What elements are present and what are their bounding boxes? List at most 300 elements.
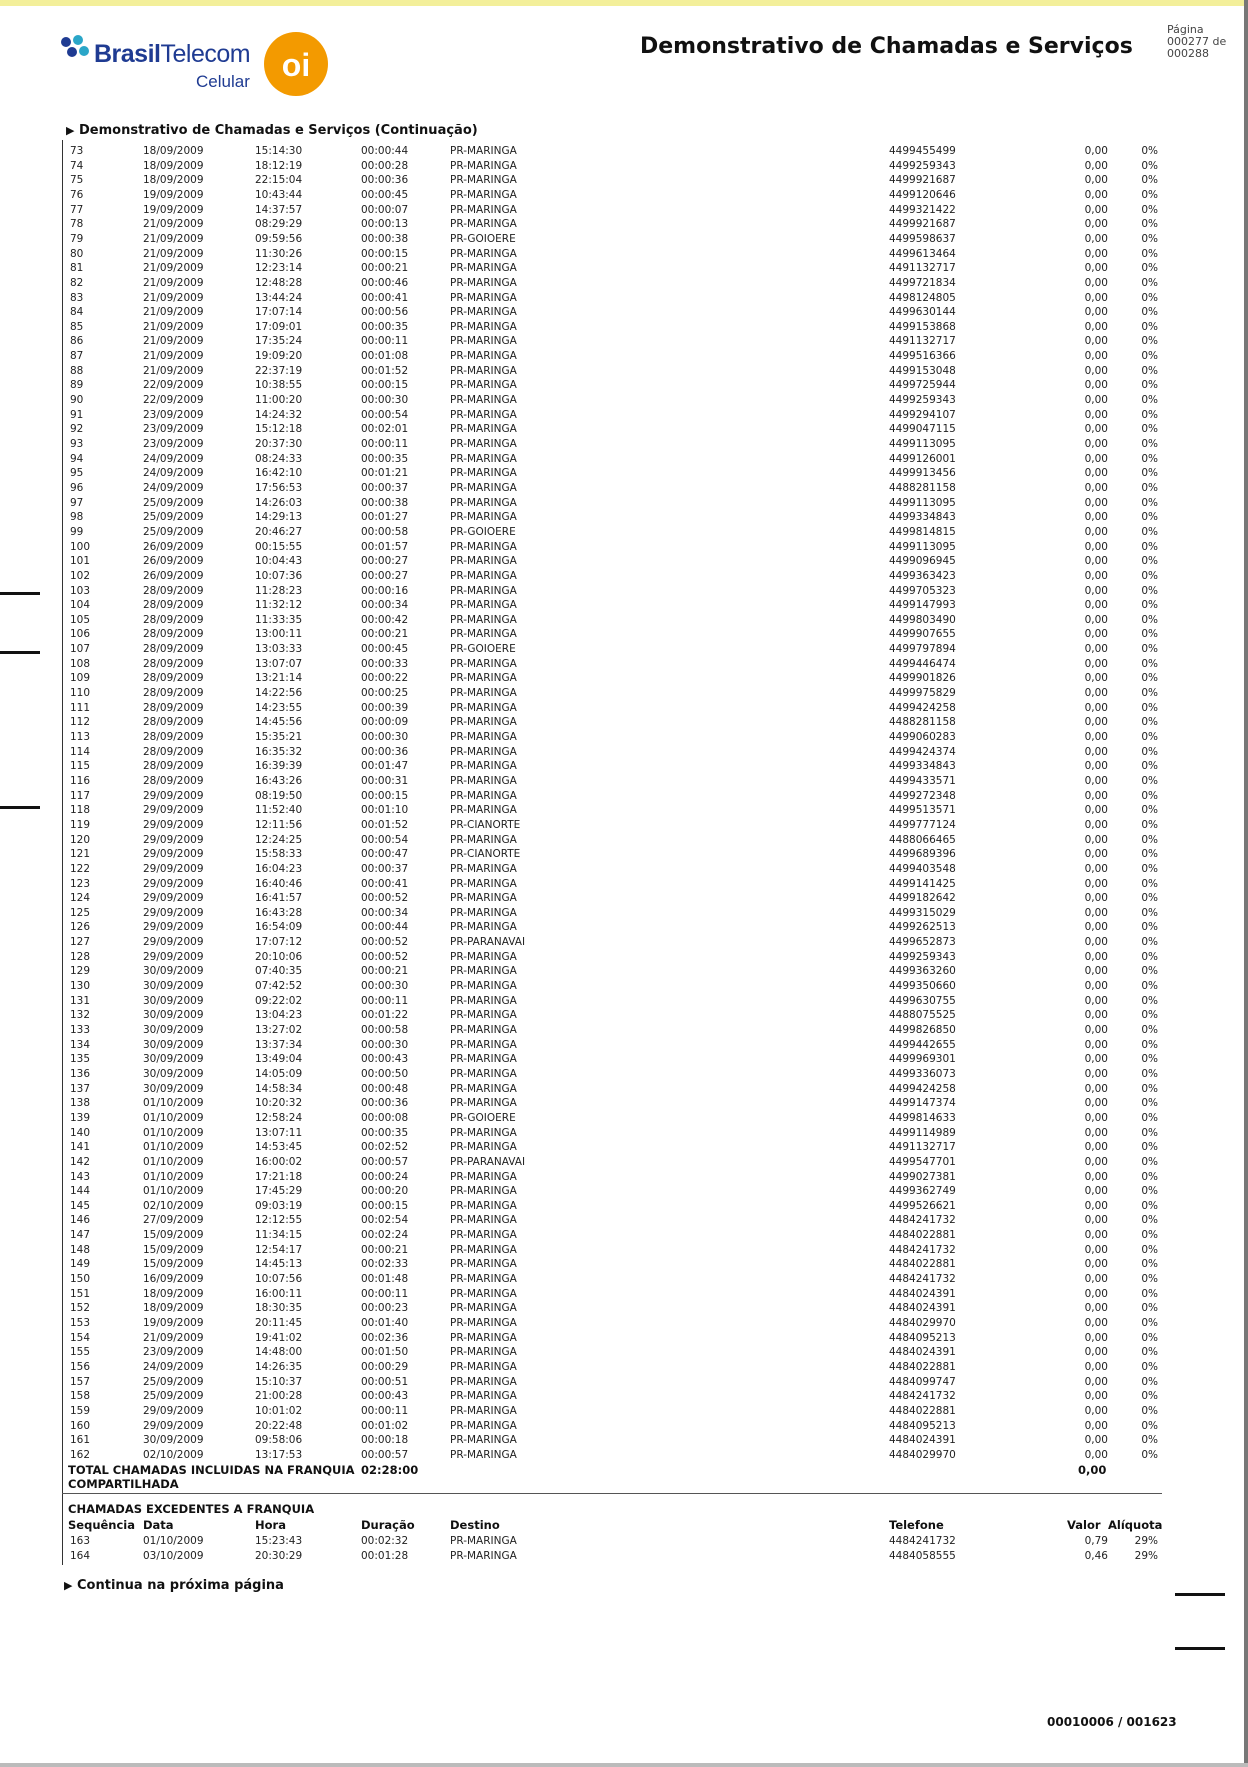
cell-dur: 00:01:52 — [361, 818, 409, 831]
cell-dest: PR-MARINGA — [450, 1185, 517, 1198]
cell-hora: 15:12:18 — [255, 423, 303, 436]
cell-dur: 00:00:38 — [361, 232, 409, 245]
cell-data: 30/09/2009 — [143, 1067, 204, 1080]
cell-hora: 16:43:26 — [255, 774, 303, 787]
cell-hora: 10:38:55 — [255, 379, 303, 392]
cell-tel: 4499721834 — [889, 276, 956, 289]
cell-data: 22/09/2009 — [143, 394, 204, 407]
cell-seq: 130 — [70, 980, 91, 993]
table-row — [0, 994, 1248, 1009]
cell-dur: 00:00:33 — [361, 657, 409, 670]
cell-tel: 4499901826 — [889, 672, 956, 685]
cell-val: 0,00 — [1084, 1141, 1108, 1154]
cell-aliq: 0% — [1141, 188, 1158, 201]
table-row — [0, 1345, 1248, 1360]
cell-data: 21/09/2009 — [143, 291, 204, 304]
cell-seq: 140 — [70, 1126, 91, 1139]
cell-dest: PR-MARINGA — [450, 1199, 517, 1212]
cell-data: 21/09/2009 — [143, 232, 204, 245]
table-row — [0, 1184, 1248, 1199]
cell-tel: 4488066465 — [889, 833, 956, 846]
cell-tel: 4499153048 — [889, 364, 956, 377]
cell-hora: 16:42:10 — [255, 467, 303, 480]
cell-tel: 4499921687 — [889, 174, 956, 187]
cell-val: 0,00 — [1084, 1024, 1108, 1036]
cell-dur: 00:02:01 — [361, 423, 409, 436]
table-row — [0, 510, 1248, 525]
cell-seq: 87 — [70, 350, 84, 363]
cell-dest: PR-GOIOERE — [450, 643, 516, 656]
table-row — [0, 891, 1248, 906]
cell-dur: 00:00:35 — [361, 320, 409, 333]
cell-dest: PR-PARANAVAI — [450, 1155, 526, 1168]
cell-data: 28/09/2009 — [143, 687, 204, 700]
cell-hora: 20:10:06 — [255, 950, 303, 963]
cell-dur: 00:00:45 — [361, 643, 409, 656]
cell-hora: 15:23:43 — [255, 1535, 303, 1547]
table-row — [0, 730, 1248, 745]
cell-hora: 15:14:30 — [255, 145, 303, 157]
cell-dur: 00:00:30 — [361, 980, 409, 993]
cell-aliq: 0% — [1141, 1346, 1158, 1359]
cell-aliq: 0% — [1141, 540, 1158, 553]
cell-val: 0,00 — [1084, 877, 1108, 890]
cell-dest: PR-MARINGA — [450, 291, 517, 304]
table-row — [0, 305, 1248, 320]
cell-val: 0,00 — [1084, 364, 1108, 377]
cell-dest: PR-MARINGA — [450, 862, 517, 875]
cell-seq: 103 — [70, 584, 91, 597]
cell-dur: 00:00:41 — [361, 291, 409, 304]
cell-val: 0,00 — [1084, 1331, 1108, 1344]
cell-data: 29/09/2009 — [143, 848, 204, 861]
cell-val: 0,00 — [1084, 1390, 1108, 1403]
triangle-right-icon: ▶ — [64, 1579, 73, 1592]
table-row — [0, 1228, 1248, 1243]
cell-dur: 00:00:25 — [361, 687, 409, 700]
cell-dur: 00:00:21 — [361, 628, 409, 641]
cell-hora: 13:37:34 — [255, 1038, 303, 1051]
cell-dest: PR-MARINGA — [450, 1287, 517, 1300]
cell-hora: 19:41:02 — [255, 1331, 303, 1344]
cell-dur: 00:00:07 — [361, 203, 409, 216]
cell-tel: 4499446474 — [889, 657, 956, 670]
cell-data: 29/09/2009 — [143, 921, 204, 934]
table-row — [0, 1257, 1248, 1272]
cell-tel: 4499814633 — [889, 1111, 956, 1124]
cell-dest: PR-MARINGA — [450, 1360, 517, 1373]
cell-hora: 17:07:14 — [255, 306, 303, 319]
cell-tel: 4499975829 — [889, 687, 956, 700]
cell-val: 0,00 — [1084, 276, 1108, 289]
cell-aliq: 0% — [1141, 584, 1158, 597]
cell-dest: PR-MARINGA — [450, 555, 517, 568]
cell-val: 0,00 — [1084, 1082, 1108, 1095]
cell-dest: PR-MARINGA — [450, 1141, 517, 1154]
cell-aliq: 0% — [1141, 877, 1158, 890]
cell-tel: 4499096945 — [889, 555, 956, 568]
cell-tel: 4499630144 — [889, 306, 956, 319]
cell-tel: 4499113095 — [889, 438, 956, 450]
cell-dur: 00:01:40 — [361, 1317, 409, 1329]
cell-tel: 4484022881 — [889, 1360, 956, 1373]
cell-val: 0,00 — [1084, 438, 1108, 450]
cell-hora: 09:03:19 — [255, 1199, 303, 1212]
cell-hora: 11:33:35 — [255, 613, 303, 626]
table-row — [0, 1301, 1248, 1316]
cell-data: 24/09/2009 — [143, 1360, 204, 1373]
cell-tel: 4499147993 — [889, 599, 956, 612]
cell-data: 01/10/2009 — [143, 1141, 204, 1154]
table-row — [0, 496, 1248, 511]
cell-dur: 00:02:52 — [361, 1141, 409, 1154]
cell-tel: 4484029970 — [889, 1317, 956, 1329]
cell-aliq: 0% — [1141, 262, 1158, 275]
cell-aliq: 0% — [1141, 1448, 1158, 1461]
cell-aliq: 0% — [1141, 306, 1158, 319]
cell-data: 30/09/2009 — [143, 1434, 204, 1447]
cell-data: 30/09/2009 — [143, 980, 204, 993]
cell-seq: 117 — [70, 789, 91, 802]
cell-tel: 4499334843 — [889, 511, 956, 524]
cell-aliq: 0% — [1141, 555, 1158, 568]
cell-val: 0,00 — [1084, 1199, 1108, 1212]
cell-tel: 4499350660 — [889, 980, 956, 993]
cell-dest: PR-MARINGA — [450, 1229, 517, 1242]
cell-dur: 00:02:32 — [361, 1535, 409, 1547]
cell-dest: PR-MARINGA — [450, 379, 517, 392]
cell-aliq: 0% — [1141, 965, 1158, 978]
cell-dur: 00:00:34 — [361, 906, 409, 919]
cell-val: 0,00 — [1084, 218, 1108, 231]
cell-dest: PR-MARINGA — [450, 774, 517, 787]
table-row — [0, 686, 1248, 701]
cell-hora: 07:42:52 — [255, 980, 303, 993]
cell-aliq: 0% — [1141, 1434, 1158, 1447]
cell-seq: 138 — [70, 1097, 91, 1110]
cell-aliq: 0% — [1141, 804, 1158, 817]
triangle-right-icon: ▶ — [66, 124, 75, 137]
cell-val: 0,00 — [1084, 906, 1108, 919]
cell-dur: 00:00:21 — [361, 965, 409, 978]
table-row — [0, 1038, 1248, 1053]
cell-hora: 12:12:55 — [255, 1214, 303, 1227]
cell-tel: 4499403548 — [889, 862, 956, 875]
cell-dest: PR-MARINGA — [450, 408, 517, 421]
cell-val: 0,00 — [1084, 1448, 1108, 1461]
cell-dur: 00:00:09 — [361, 716, 409, 729]
cell-hora: 14:45:56 — [255, 716, 303, 729]
cell-data: 29/09/2009 — [143, 862, 204, 875]
table-row — [0, 408, 1248, 423]
cell-dest: PR-MARINGA — [450, 921, 517, 934]
cell-aliq: 0% — [1141, 599, 1158, 612]
cell-aliq: 0% — [1141, 980, 1158, 993]
cell-val: 0,00 — [1084, 394, 1108, 407]
cell-tel: 4499114989 — [889, 1126, 956, 1139]
cell-val: 0,00 — [1084, 496, 1108, 509]
cell-aliq: 0% — [1141, 774, 1158, 787]
cell-seq: 142 — [70, 1155, 91, 1168]
cell-aliq: 0% — [1141, 467, 1158, 480]
cell-dur: 00:00:46 — [361, 276, 409, 289]
cell-hora: 14:37:57 — [255, 203, 303, 216]
cell-hora: 12:54:17 — [255, 1243, 303, 1256]
cell-aliq: 0% — [1141, 643, 1158, 656]
cell-dest: PR-MARINGA — [450, 672, 517, 685]
cell-seq: 123 — [70, 877, 91, 890]
cell-dur: 00:00:52 — [361, 936, 409, 949]
cell-val: 0,00 — [1084, 980, 1108, 993]
cell-dur: 00:01:10 — [361, 804, 409, 817]
table-row — [0, 774, 1248, 789]
cell-dur: 00:00:57 — [361, 1155, 409, 1168]
cell-tel: 4499259343 — [889, 394, 956, 407]
cell-tel: 4488281158 — [889, 716, 956, 729]
cell-dest: PR-MARINGA — [450, 569, 517, 582]
table-row — [0, 466, 1248, 481]
table-row — [0, 1170, 1248, 1185]
table-row — [0, 1140, 1248, 1155]
cell-val: 0,00 — [1084, 291, 1108, 304]
cell-hora: 14:26:03 — [255, 496, 303, 509]
table-row — [0, 1272, 1248, 1287]
cell-hora: 11:30:26 — [255, 247, 303, 260]
cell-tel: 4499315029 — [889, 906, 956, 919]
cell-seq: 141 — [70, 1141, 91, 1154]
cell-val: 0,00 — [1084, 1360, 1108, 1373]
cell-seq: 90 — [70, 394, 84, 407]
cell-tel: 4499182642 — [889, 892, 956, 905]
cell-data: 25/09/2009 — [143, 511, 204, 524]
cell-seq: 125 — [70, 906, 91, 919]
cell-aliq: 0% — [1141, 745, 1158, 758]
cell-dur: 00:00:54 — [361, 408, 409, 421]
cell-aliq: 0% — [1141, 1111, 1158, 1124]
cell-val: 0,00 — [1084, 599, 1108, 612]
table-row — [0, 261, 1248, 276]
cell-aliq: 0% — [1141, 569, 1158, 582]
cell-hora: 14:26:35 — [255, 1360, 303, 1373]
table-row — [0, 1199, 1248, 1214]
cell-seq: 93 — [70, 438, 84, 450]
cell-tel: 4484241732 — [889, 1243, 956, 1256]
cell-dest: PR-MARINGA — [450, 1404, 517, 1417]
cell-dur: 00:01:52 — [361, 364, 409, 377]
cell-hora: 10:20:32 — [255, 1097, 303, 1110]
table-row — [0, 1052, 1248, 1067]
cell-aliq: 0% — [1141, 1024, 1158, 1036]
cell-tel: 4499294107 — [889, 408, 956, 421]
cell-val: 0,00 — [1084, 467, 1108, 480]
cell-dest: PR-MARINGA — [450, 657, 517, 670]
cell-dur: 00:00:36 — [361, 745, 409, 758]
cell-hora: 14:58:34 — [255, 1082, 303, 1095]
cell-aliq: 0% — [1141, 364, 1158, 377]
cell-val: 0,00 — [1084, 1258, 1108, 1271]
cell-data: 03/10/2009 — [143, 1549, 204, 1562]
cell-val: 0,00 — [1084, 188, 1108, 201]
cell-hora: 10:43:44 — [255, 188, 303, 201]
cell-dest: PR-MARINGA — [450, 731, 517, 743]
cell-dest: PR-MARINGA — [450, 1346, 517, 1359]
cell-dur: 00:00:11 — [361, 994, 409, 1007]
cell-aliq: 0% — [1141, 1067, 1158, 1080]
cell-aliq: 0% — [1141, 335, 1158, 348]
cell-aliq: 0% — [1141, 350, 1158, 363]
cell-val: 0,00 — [1084, 1214, 1108, 1227]
table-row — [0, 759, 1248, 774]
cell-hora: 14:23:55 — [255, 701, 303, 714]
cell-dur: 00:00:28 — [361, 159, 409, 172]
cell-hora: 10:01:02 — [255, 1404, 303, 1417]
cell-dest: PR-MARINGA — [450, 1097, 517, 1110]
cell-seq: 108 — [70, 657, 91, 670]
total-duration: 02:28:00 — [361, 1463, 419, 1477]
table-row — [0, 1389, 1248, 1404]
cell-data: 01/10/2009 — [143, 1185, 204, 1198]
cell-tel: 4499652873 — [889, 936, 956, 949]
cell-tel: 4491132717 — [889, 262, 956, 275]
cell-seq: 158 — [70, 1390, 91, 1403]
table-row — [0, 540, 1248, 555]
cell-tel: 4499826850 — [889, 1024, 956, 1036]
cell-data: 29/09/2009 — [143, 877, 204, 890]
cell-seq: 163 — [70, 1535, 91, 1547]
cell-hora: 13:17:53 — [255, 1448, 303, 1461]
cell-val: 0,00 — [1084, 628, 1108, 641]
cell-aliq: 0% — [1141, 716, 1158, 729]
cell-val: 0,00 — [1084, 613, 1108, 626]
cell-seq: 98 — [70, 511, 84, 524]
cell-tel: 4499969301 — [889, 1053, 956, 1066]
cell-aliq: 0% — [1141, 1141, 1158, 1154]
cell-seq: 156 — [70, 1360, 91, 1373]
cell-seq: 109 — [70, 672, 91, 685]
cell-seq: 112 — [70, 716, 91, 729]
cell-tel: 4499513571 — [889, 804, 956, 817]
cell-dur: 00:01:08 — [361, 350, 409, 363]
cell-seq: 149 — [70, 1258, 91, 1271]
cell-hora: 08:24:33 — [255, 452, 303, 465]
cell-dur: 00:00:58 — [361, 525, 409, 538]
cell-aliq: 0% — [1141, 394, 1158, 407]
cell-dest: PR-MARINGA — [450, 1375, 517, 1388]
cell-hora: 14:48:00 — [255, 1346, 303, 1359]
cell-tel: 4499455499 — [889, 145, 956, 157]
cell-seq: 150 — [70, 1273, 91, 1286]
cell-aliq: 0% — [1141, 701, 1158, 714]
cell-aliq: 0% — [1141, 1404, 1158, 1417]
cell-tel: 4484241732 — [889, 1390, 956, 1403]
table-row — [0, 188, 1248, 203]
table-row — [0, 393, 1248, 408]
cell-tel: 4484095213 — [889, 1419, 956, 1432]
cell-tel: 4491132717 — [889, 335, 956, 348]
fold-mark — [1175, 1593, 1225, 1596]
cell-hora: 07:40:35 — [255, 965, 303, 978]
cell-aliq: 0% — [1141, 1199, 1158, 1212]
cell-seq: 124 — [70, 892, 91, 905]
cell-data: 28/09/2009 — [143, 628, 204, 641]
divider — [62, 1493, 1162, 1494]
cell-val: 0,00 — [1084, 1185, 1108, 1198]
cell-data: 18/09/2009 — [143, 159, 204, 172]
cell-seq: 84 — [70, 306, 84, 319]
cell-hora: 14:29:13 — [255, 511, 303, 524]
cell-val: 0,00 — [1084, 1229, 1108, 1242]
cell-data: 29/09/2009 — [143, 936, 204, 949]
cell-data: 01/10/2009 — [143, 1097, 204, 1110]
cell-dest: PR-MARINGA — [450, 145, 517, 157]
cell-hora: 16:35:32 — [255, 745, 303, 758]
cell-dest: PR-MARINGA — [450, 174, 517, 187]
table-row — [0, 1360, 1248, 1375]
table-row — [0, 877, 1248, 892]
cell-dest: PR-MARINGA — [450, 423, 517, 436]
cell-val: 0,00 — [1084, 1375, 1108, 1388]
cell-dur: 00:00:35 — [361, 1126, 409, 1139]
cell-hora: 12:58:24 — [255, 1111, 303, 1124]
cell-aliq: 0% — [1141, 1097, 1158, 1110]
cell-seq: 82 — [70, 276, 84, 289]
table-row — [0, 1155, 1248, 1170]
cell-hora: 17:35:24 — [255, 335, 303, 348]
cell-aliq: 29% — [1134, 1549, 1158, 1562]
cell-val: 0,00 — [1084, 760, 1108, 773]
cell-tel: 4499907655 — [889, 628, 956, 641]
brand-sub: Celular — [196, 72, 250, 91]
table-row — [0, 745, 1248, 760]
cell-data: 28/09/2009 — [143, 613, 204, 626]
cell-seq: 111 — [70, 701, 91, 714]
cell-data: 01/10/2009 — [143, 1111, 204, 1124]
cell-dur: 00:00:39 — [361, 701, 409, 714]
cell-data: 29/09/2009 — [143, 818, 204, 831]
cell-dur: 00:01:28 — [361, 1549, 409, 1562]
cell-tel: 4491132717 — [889, 1141, 956, 1154]
cell-dest: PR-MARINGA — [450, 496, 517, 509]
cell-dur: 00:00:27 — [361, 555, 409, 568]
cell-dur: 00:00:27 — [361, 569, 409, 582]
cell-val: 0,00 — [1084, 818, 1108, 831]
cell-dur: 00:00:21 — [361, 1243, 409, 1256]
cell-aliq: 0% — [1141, 1009, 1158, 1022]
cell-aliq: 0% — [1141, 818, 1158, 831]
table-row — [0, 598, 1248, 613]
cell-val: 0,00 — [1084, 350, 1108, 363]
header-data: Data — [143, 1518, 174, 1532]
table-row — [0, 657, 1248, 672]
fold-mark — [1175, 1647, 1225, 1650]
cell-aliq: 0% — [1141, 496, 1158, 509]
table-row — [0, 144, 1248, 159]
cell-hora: 10:07:56 — [255, 1273, 303, 1286]
cell-seq: 91 — [70, 408, 84, 421]
cell-hora: 16:40:46 — [255, 877, 303, 890]
cell-hora: 14:22:56 — [255, 687, 303, 700]
cell-aliq: 29% — [1134, 1535, 1158, 1547]
cell-data: 28/09/2009 — [143, 774, 204, 787]
cell-aliq: 0% — [1141, 628, 1158, 641]
cell-dest: PR-GOIOERE — [450, 232, 516, 245]
cell-data: 21/09/2009 — [143, 247, 204, 260]
cell-data: 01/10/2009 — [143, 1535, 204, 1547]
cell-data: 21/09/2009 — [143, 218, 204, 231]
cell-seq: 95 — [70, 467, 84, 480]
cell-data: 29/09/2009 — [143, 1404, 204, 1417]
cell-hora: 09:59:56 — [255, 232, 303, 245]
